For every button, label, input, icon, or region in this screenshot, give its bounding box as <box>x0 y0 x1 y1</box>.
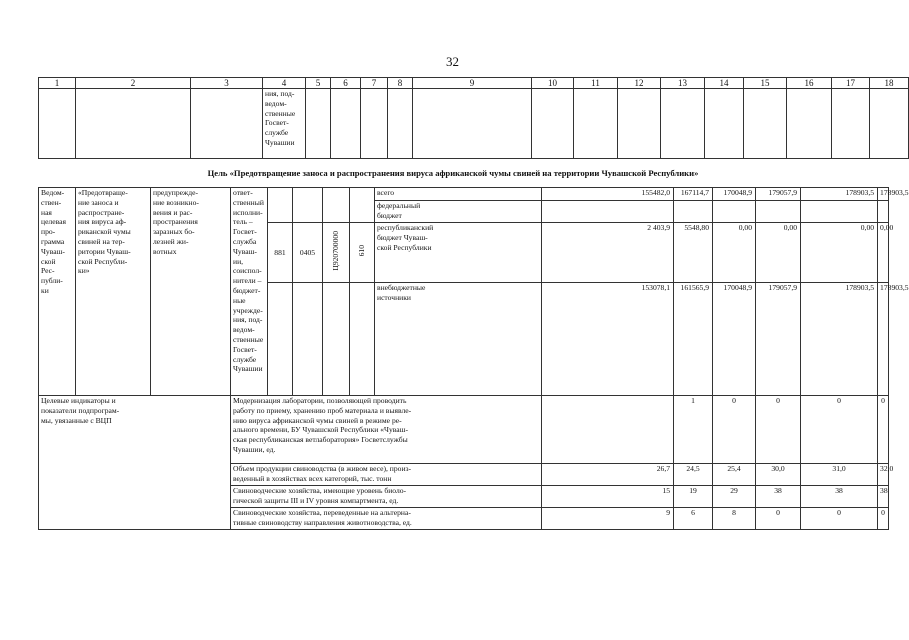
value-cell: 0 <box>756 508 801 530</box>
value-cell: 153078,1 <box>542 283 674 396</box>
rzpr-cell: 0405 <box>293 223 323 283</box>
continuation-row <box>39 89 909 159</box>
grbs-cell: 881 <box>268 223 293 283</box>
goal-title: Цель «Предотвращение заноса и распространения вируса африканской чумы свиней на территории Чувашской Республики» <box>207 168 699 178</box>
col-header: 4 <box>263 78 306 89</box>
value-cell: 179057,9 <box>756 188 801 201</box>
value-cell: 32,0 <box>878 464 889 486</box>
continuation-table <box>38 77 909 159</box>
value-cell: 178903,5 <box>801 283 878 396</box>
col-header: 12 <box>618 78 661 89</box>
value-cell: 0 <box>756 396 801 464</box>
col-header: 16 <box>787 78 832 89</box>
value-cell: 0 <box>878 396 889 464</box>
col-header: 14 <box>705 78 744 89</box>
continuation-cell: ния, под- ведом- ственные Госвет- службе Чувашии <box>263 89 306 159</box>
program-executor-cell: ответ- ственный исполни- тель – Госвет- служба Чуваш- ии, соиспол- нители – бюджет- ные учрежде- ния, под- ведом- ственные Госвет- службе Чувашии <box>231 188 268 396</box>
value-cell: 8 <box>713 508 756 530</box>
program-purpose-cell: предупрежде- ние возникно- вения и рас- пространения заразных бо- лезней жи- вотных <box>151 188 231 396</box>
col-header: 3 <box>191 78 263 89</box>
value-cell: 24,5 <box>674 464 713 486</box>
col-header: 13 <box>661 78 705 89</box>
value-cell: 170048,9 <box>713 188 756 201</box>
program-type-cell: Ведом- ствен- ная целевая про- грамма Чуваш- ской Рес- публи- ки <box>39 188 76 396</box>
table-row <box>39 188 889 201</box>
header-row <box>39 78 909 89</box>
source-label: внебюджетные источники <box>375 283 542 396</box>
indicator-text: Свиноводческие хозяйства, имеющие уровень биоло- гической защиты III и IV уровня компартмента, ед. <box>231 486 542 508</box>
indicators-label: Целевые индикаторы и показатели подпрограм- мы, увязанные с ВЦП <box>39 396 231 530</box>
value-cell: 167114,7 <box>674 188 713 201</box>
value-cell: 29 <box>713 486 756 508</box>
col-header: 6 <box>331 78 361 89</box>
col-header: 11 <box>574 78 618 89</box>
col-header: 1 <box>39 78 76 89</box>
value-cell: 178903,5 <box>801 188 878 201</box>
source-label: всего <box>375 188 542 201</box>
page-number: 32 <box>446 54 459 69</box>
value-cell: 0,00 <box>756 223 801 283</box>
value-cell <box>542 396 674 464</box>
value-cell: 1 <box>674 396 713 464</box>
value-cell: 31,0 <box>801 464 878 486</box>
value-cell: 38 <box>878 486 889 508</box>
value-cell: 0,00 <box>801 223 878 283</box>
col-header: 7 <box>361 78 388 89</box>
col-header: 9 <box>413 78 532 89</box>
value-cell: 0,00 <box>713 223 756 283</box>
table-row <box>39 396 889 464</box>
col-header: 2 <box>76 78 191 89</box>
program-table <box>38 187 909 530</box>
value-cell: 38 <box>756 486 801 508</box>
value-cell: 0,00 <box>878 223 889 283</box>
col-header: 15 <box>744 78 787 89</box>
value-cell: 30,0 <box>756 464 801 486</box>
value-cell: 6 <box>674 508 713 530</box>
value-cell: 179057,9 <box>756 283 801 396</box>
value-cell: 161565,9 <box>674 283 713 396</box>
vr-cell: 610 <box>357 245 367 257</box>
source-label: республиканский бюджет Чуваш- ской Республики <box>375 223 542 283</box>
value-cell: 155482,0 <box>542 188 674 201</box>
value-cell: 9 <box>542 508 674 530</box>
col-header: 8 <box>388 78 413 89</box>
value-cell: 15 <box>542 486 674 508</box>
value-cell: 0 <box>801 508 878 530</box>
col-header: 10 <box>532 78 574 89</box>
value-cell: 19 <box>674 486 713 508</box>
value-cell: 178903,5 <box>878 188 889 201</box>
value-cell: 178903,5 <box>878 283 889 396</box>
value-cell: 0 <box>878 508 889 530</box>
col-header: 17 <box>832 78 870 89</box>
indicator-text: Свиноводческие хозяйства, переведенные на альтерна- тивные свиноводству направления животноводства, ед. <box>231 508 542 530</box>
value-cell: 0 <box>713 396 756 464</box>
program-name-cell: «Предотвраще- ние заноса и распростране- ния вируса аф- риканской чумы свиней на тер- ритории Чуваш- ской Республи- ки» <box>76 188 151 396</box>
value-cell: 38 <box>801 486 878 508</box>
indicator-text: Объем продукции свиноводства (в живом весе), произ- веденный в хозяйствах всех категорий, тыс. тонн <box>231 464 542 486</box>
value-cell: 0 <box>801 396 878 464</box>
value-cell: 170048,9 <box>713 283 756 396</box>
value-cell: 26,7 <box>542 464 674 486</box>
value-cell: 2 403,9 <box>542 223 674 283</box>
col-header: 18 <box>870 78 909 89</box>
csr-cell: Ц920700000 <box>331 231 341 271</box>
source-label: федеральный бюджет <box>375 201 542 223</box>
value-cell: 5548,80 <box>674 223 713 283</box>
indicator-text: Модернизация лаборатории, позволяющей проводить работу по приему, хранению проб материала и выявле- нию вируса африканской чумы свиней в режиме ре- ального времени, БУ Чувашской Республики «Чуваш- ская республиканская ветлаборатория» Госветслужбы Чувашии, ед. <box>231 396 542 464</box>
col-header: 5 <box>306 78 331 89</box>
value-cell: 25,4 <box>713 464 756 486</box>
